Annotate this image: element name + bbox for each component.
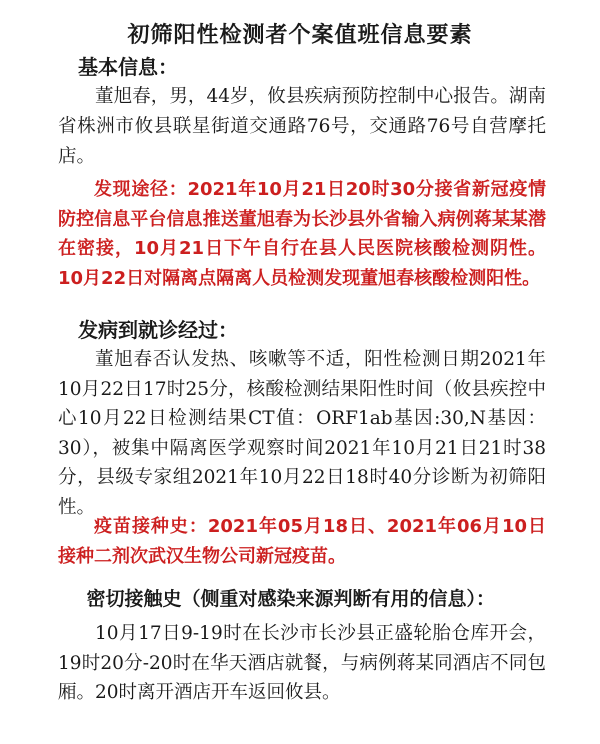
- discovery-section: [58, 175, 546, 293]
- vaccine-section: [58, 512, 546, 571]
- contact-heading: 密切接触史（侧重对感染来源判断有用的信息）：: [86, 588, 496, 610]
- contact-section: [58, 585, 546, 708]
- discovery-text: 2021年10月21日20时30分接省新冠疫情防控信息平台信息推送董旭春为长沙县外省输入病例蒋某某潜在密接，10月21日下午自行在县人民医院核酸检测阴性。10月22日对隔离点隔离人员检测发现董旭春核酸检测阳性。: [58, 179, 547, 289]
- contact-text: 10月17日9-19时在长沙市长沙县正盛轮胎仓库开会，19时20分-20时在华天酒店就餐，与病例蒋某同酒店不同包厢。20时离开酒店开车返回攸县。: [58, 623, 546, 703]
- vaccine-text: 2021年05月18日、2021年06月10日接种二剂次武汉生物公司新冠疫苗。: [58, 516, 547, 567]
- onset-section: [58, 315, 546, 522]
- document-title: 初筛阳性检测者个案值班信息要素: [127, 23, 473, 48]
- discovery-label: 发现途径：: [94, 179, 188, 200]
- vaccine-label: 疫苗接种史：: [94, 516, 208, 537]
- basic-info-section: [58, 52, 546, 172]
- basic-info-heading: 基本信息：: [78, 55, 178, 79]
- basic-info-text: 董旭春，男，44岁，攸县疾病预防控制中心报告。湖南省株洲市攸县联星街道交通路76号，交通路76号自营摩托店。: [58, 86, 546, 167]
- onset-text: 董旭春否认发热、咳嗽等不适，阳性检测日期2021年10月22日17时25分，核酸检测结果阳性时间（攸县疾控中心10月22日检测结果CT值：ORF1ab基因:30,N基因：30），被集中隔离医学观察时间2021年10月21日21时38分，县级专家组2021年10月22日18时40分诊断为初筛阳性。: [58, 349, 546, 518]
- onset-heading: 发病到就诊经过：: [78, 318, 238, 342]
